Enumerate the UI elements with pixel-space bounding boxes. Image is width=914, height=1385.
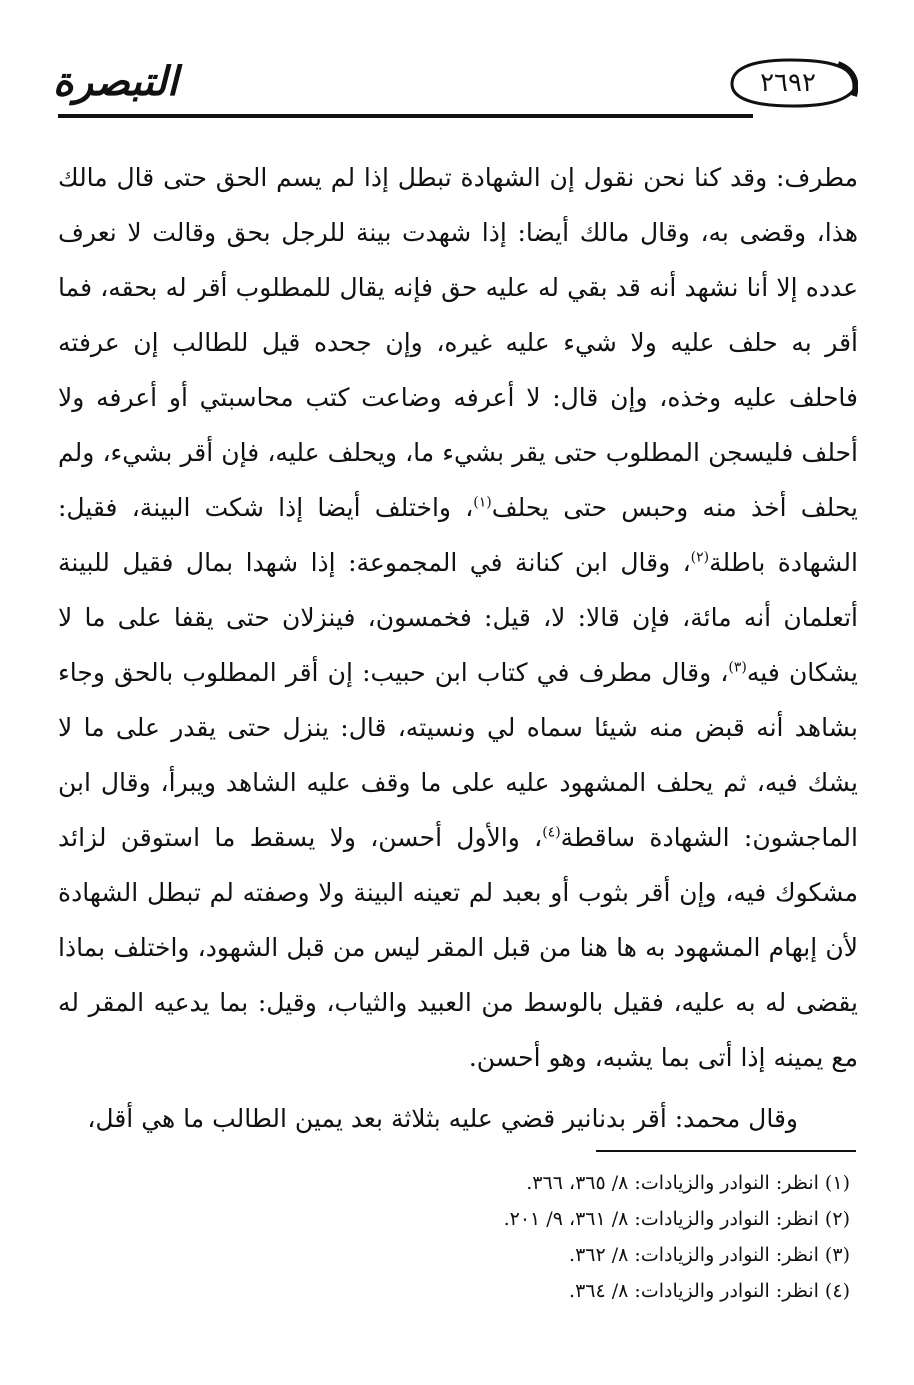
paragraph-1-part-2: ، واختلف أيضا إذا شكت البينة، فقيل: الشهادة باطلة	[58, 493, 858, 577]
paragraph-1-part-1: مطرف: وقد كنا نحن نقول إن الشهادة تبطل إذا لم يسم الحق حتى قال مالك هذا، وقضى به، وقال مالك أيضا: إذا شهدت بينة للرجل بحق وقالت لا نعرف عدده إلا أنا نشهد أنه قد بقي له عليه حق فإنه يقال للمطلوب أقر له بحقه، فما أقر به حلف عليه ولا شيء عليه غيره، وإن جحده قيل للطالب إن عرفته فاحلف عليه وخذه، وإن قال: لا أعرفه وضاعت كتب محاسبتي أو أعرفه ولا أحلف فليسجن المطلوب حتى يقر بشيء ما، ويحلف عليه، فإن أقر بشيء، ولم يحلف أخذ منه وحبس حتى يحلف	[58, 163, 858, 522]
footnote-ref-4: (٤)	[542, 824, 561, 841]
footnote-1: (١) انظر: النوادر والزيادات: ٨/ ٣٦٥، ٣٦٦.	[526, 1172, 850, 1194]
paragraph-1-part-3: ، وقال ابن كنانة في المجموعة: إذا شهدا بمال فقيل للبينة أتعلمان أنه مائة، فإن قالا: لا، قيل: فخمسون، فينزلان حتى يقفا على ما لا يشكان فيه	[58, 548, 858, 687]
footnote-4: (٤) انظر: النوادر والزيادات: ٨/ ٣٦٤.	[569, 1280, 850, 1302]
page-header	[52, 52, 858, 122]
footnote-separator	[596, 1150, 856, 1152]
footnote-3: (٣) انظر: النوادر والزيادات: ٨/ ٣٦٢.	[569, 1244, 850, 1266]
paragraph-1	[58, 150, 858, 1085]
paragraph-2: وقال محمد: أقر بدنانير قضي عليه بثلاثة بعد يمين الطالب ما هي أقل،	[87, 1104, 798, 1133]
main-text	[58, 150, 858, 1146]
footnote-2: (٢) انظر: النوادر والزيادات: ٨/ ٣٦١، ٩/ ٢٠١.	[503, 1208, 850, 1230]
header-rule	[58, 114, 753, 118]
footnote-ref-3: (٣)	[728, 659, 747, 676]
footnotes	[58, 1165, 858, 1309]
footnote-ref-2: (٢)	[690, 549, 710, 566]
page-number: ٢٦٩٢	[760, 68, 816, 98]
book-title: التبصرة	[52, 58, 178, 105]
paragraph-1-part-5: ، والأول أحسن، ولا يسقط ما استوقن لزائد مشكوك فيه، وإن أقر بثوب أو بعبد لم تعينه البينة ولا وصفته لم تبطل الشهادة لأن إبهام المشهود به ها هنا من قبل المقر ليس من قبل الشهود، واختلف بماذا يقضى له به عليه، فقيل بالوسط من العبيد والثياب، وقيل: بما يدعيه المقر له مع يمينه إذا أتى بما يشبه، وهو أحسن.	[58, 823, 858, 1072]
paragraph-1-part-4: ، وقال مطرف في كتاب ابن حبيب: إن أقر المطلوب بالحق وجاء بشاهد أنه قبض منه شيئا سماه لي ونسيته، قال: ينزل حتى يقدر على ما لا يشك فيه، ثم يحلف المشهود عليه على ما وقف عليه الشاهد ويبرأ، وقال ابن الماجشون: الشهادة ساقطة	[58, 658, 858, 852]
footnote-ref-1: (١)	[473, 494, 492, 511]
page-number-badge	[728, 56, 858, 110]
